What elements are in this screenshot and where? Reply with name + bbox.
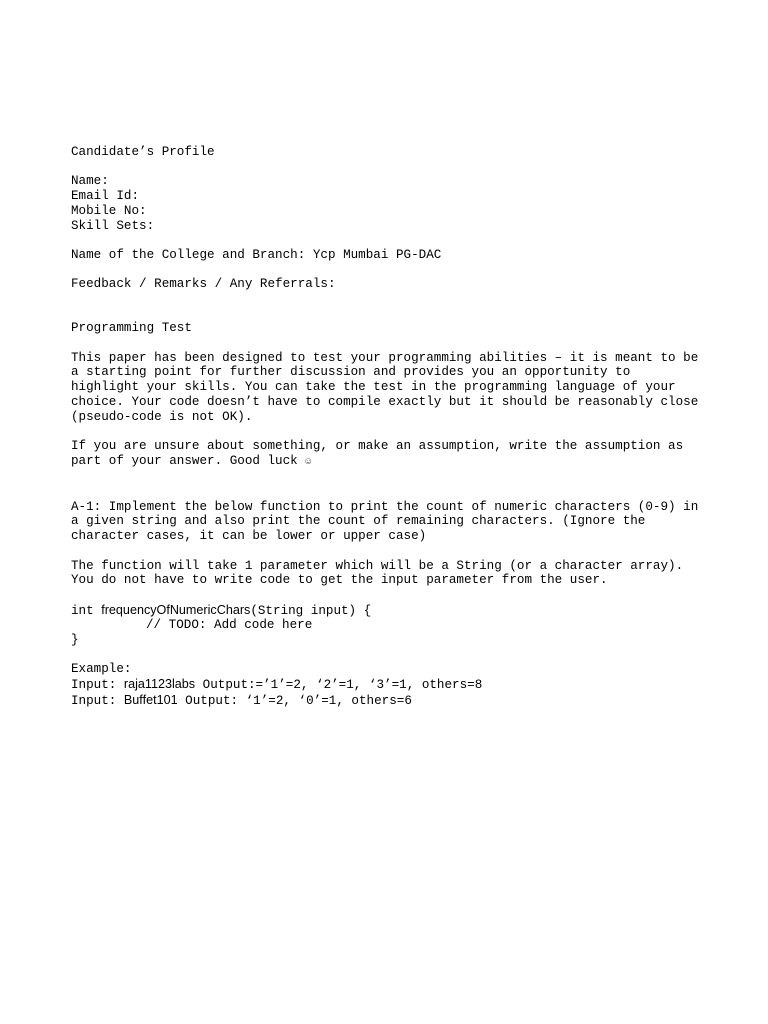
code-params: (String input) { [250,603,372,618]
profile-title: Candidate’s Profile [71,145,215,159]
spacer [71,160,721,175]
parameter-note-line: The function will take 1 parameter which will be a String (or a character array). [71,558,684,573]
assumption-line-2 [71,454,721,471]
code-todo-comment: // TODO: Add code here [146,618,313,633]
email-field-label: Email Id: [71,189,140,204]
intro-line: choice. Your code doesn’t have to compile exactly but it should be reasonably close [71,394,699,409]
spacer [71,233,721,248]
intro-line: highlight your skills. You can take the test in the programming language of your [71,380,676,395]
test-title: Programming Test [71,321,192,336]
example-input-label: Input: [71,693,124,708]
example-label: Example: [71,662,132,677]
code-function-name: frequencyOfNumericChars [101,602,251,617]
example-output: Output:=’1’=2, ‘2’=1, ‘3’=1, others=8 [195,678,483,693]
name-field-label: Name: [71,174,109,189]
spacer [71,424,721,439]
spacer [71,336,721,351]
intro-line: This paper has been designed to test your programming abilities – it is meant to be [71,350,699,365]
skills-field-label: Skill Sets: [71,218,155,233]
example-output: Output: ‘1’=2, ‘0’=1, others=6 [177,693,412,708]
spacer [71,544,721,559]
question-statement-line: A-1: Implement the below function to print the count of numeric characters (0-9) in [71,499,699,514]
spacer [71,648,721,663]
example-line [71,693,721,709]
spacer [71,292,721,321]
spacer [71,588,721,603]
document-page [71,145,721,709]
feedback-line: Feedback / Remarks / Any Referrals: [71,277,336,292]
intro-line: (pseudo-code is not OK). [71,409,253,424]
smiley-icon: ☺ [305,456,312,468]
example-input-value: raja1123labs [123,677,196,692]
code-signature [71,603,721,619]
spacer [71,470,721,499]
example-line [71,677,721,693]
intro-line: a starting point for further discussion and provides you an opportunity to [71,365,631,380]
good-luck-text: part of your answer. Good luck [71,453,306,468]
college-line: Name of the College and Branch: Ycp Mumbai PG-DAC [71,247,442,262]
code-close-brace: } [71,633,79,648]
code-return-type: int [71,603,102,618]
assumption-line: If you are unsure about something, or make an assumption, write the assumption as [71,438,684,453]
spacer [71,263,721,278]
question-statement-line: a given string and also print the count of remaining characters. (Ignore the [71,514,646,529]
mobile-field-label: Mobile No: [71,203,147,218]
example-input-value: Buffet101 [123,692,178,707]
example-input-label: Input: [71,678,124,693]
question-statement-line: character cases, it can be lower or upper case) [71,529,427,544]
parameter-note-line: You do not have to write code to get the input parameter from the user. [71,573,608,588]
